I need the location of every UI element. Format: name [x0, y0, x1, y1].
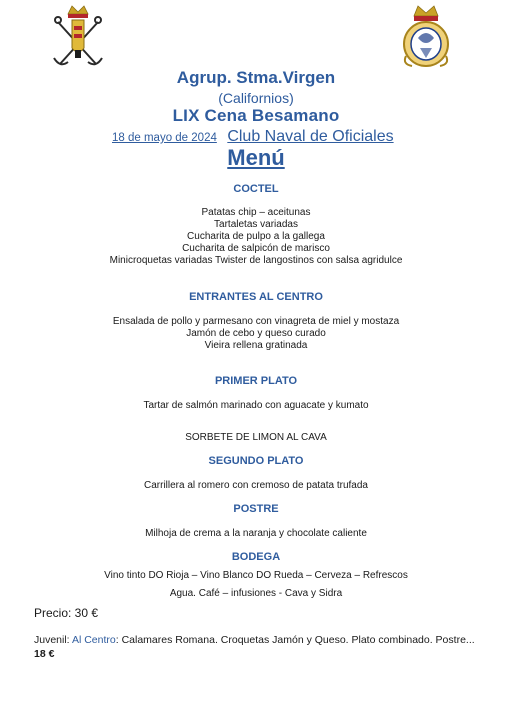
section-heading: SEGUNDO PLATO: [208, 455, 304, 467]
organization-name: Agrup. Stma.Virgen: [176, 68, 336, 87]
section-primer-plato: [0, 375, 512, 412]
section-segundo-plato: [0, 455, 512, 492]
event-venue: Club Naval de Oficiales: [227, 128, 394, 145]
list-item: Jamón de cebo y queso curado: [186, 328, 326, 339]
list-item: Agua. Café – infusiones - Cava y Sidra: [169, 588, 343, 599]
juvenil-label: Juvenil:: [34, 634, 70, 646]
section-bodega: [0, 551, 512, 600]
juvenil-menu: [34, 633, 484, 661]
list-item: Carrillera al romero con cremoso de patata trufada: [144, 480, 368, 491]
section-heading: BODEGA: [231, 551, 281, 563]
event-date: 18 de mayo de 2024: [112, 132, 217, 144]
section-entrantes: [0, 291, 512, 352]
brotherhood-crown-emblem-icon: [398, 4, 454, 70]
section-heading: PRIMER PLATO: [214, 375, 298, 387]
section-coctel: [0, 183, 512, 267]
section-postre: [0, 503, 512, 540]
naval-anchor-crest-icon: [50, 4, 106, 70]
date-venue-line: [112, 128, 394, 146]
list-item: SORBETE DE LIMON AL CAVA: [185, 432, 327, 443]
juvenil-price: 18 €: [34, 648, 55, 660]
section-heading: COCTEL: [233, 183, 279, 195]
juvenil-text: : Calamares Romana. Croquetas Jamón y Queso. Plato combinado. Postre...: [115, 634, 475, 646]
list-item: Tartaletas variadas: [214, 219, 298, 230]
list-item: Ensalada de pollo y parmesano con vinagreta de miel y mostaza: [112, 316, 400, 327]
price-label: Precio: 30 €: [34, 606, 99, 620]
list-item: Vieira rellena gratinada: [204, 340, 308, 351]
organization-nickname: (Californios): [218, 90, 294, 106]
section-sorbete: [0, 432, 512, 444]
list-item: Cucharita de salpicón de marisco: [182, 243, 330, 254]
list-item: Patatas chip – aceitunas: [201, 207, 311, 218]
juvenil-centro: Al Centro: [71, 634, 116, 646]
list-item: Milhoja de crema a la naranja y chocolate caliente: [145, 528, 367, 539]
list-item: Cucharita de pulpo a la gallega: [187, 231, 325, 242]
menu-title: Menú: [227, 145, 285, 170]
section-heading: ENTRANTES AL CENTRO: [189, 291, 323, 303]
list-item: Vino tinto DO Rioja – Vino Blanco DO Rueda – Cerveza – Refrescos: [104, 570, 408, 581]
event-title: LIX Cena Besamano: [172, 106, 340, 125]
section-heading: POSTRE: [233, 503, 279, 515]
list-item: Tartar de salmón marinado con aguacate y kumato: [143, 400, 369, 411]
list-item: Minicroquetas variadas Twister de langostinos con salsa agridulce: [109, 255, 403, 266]
